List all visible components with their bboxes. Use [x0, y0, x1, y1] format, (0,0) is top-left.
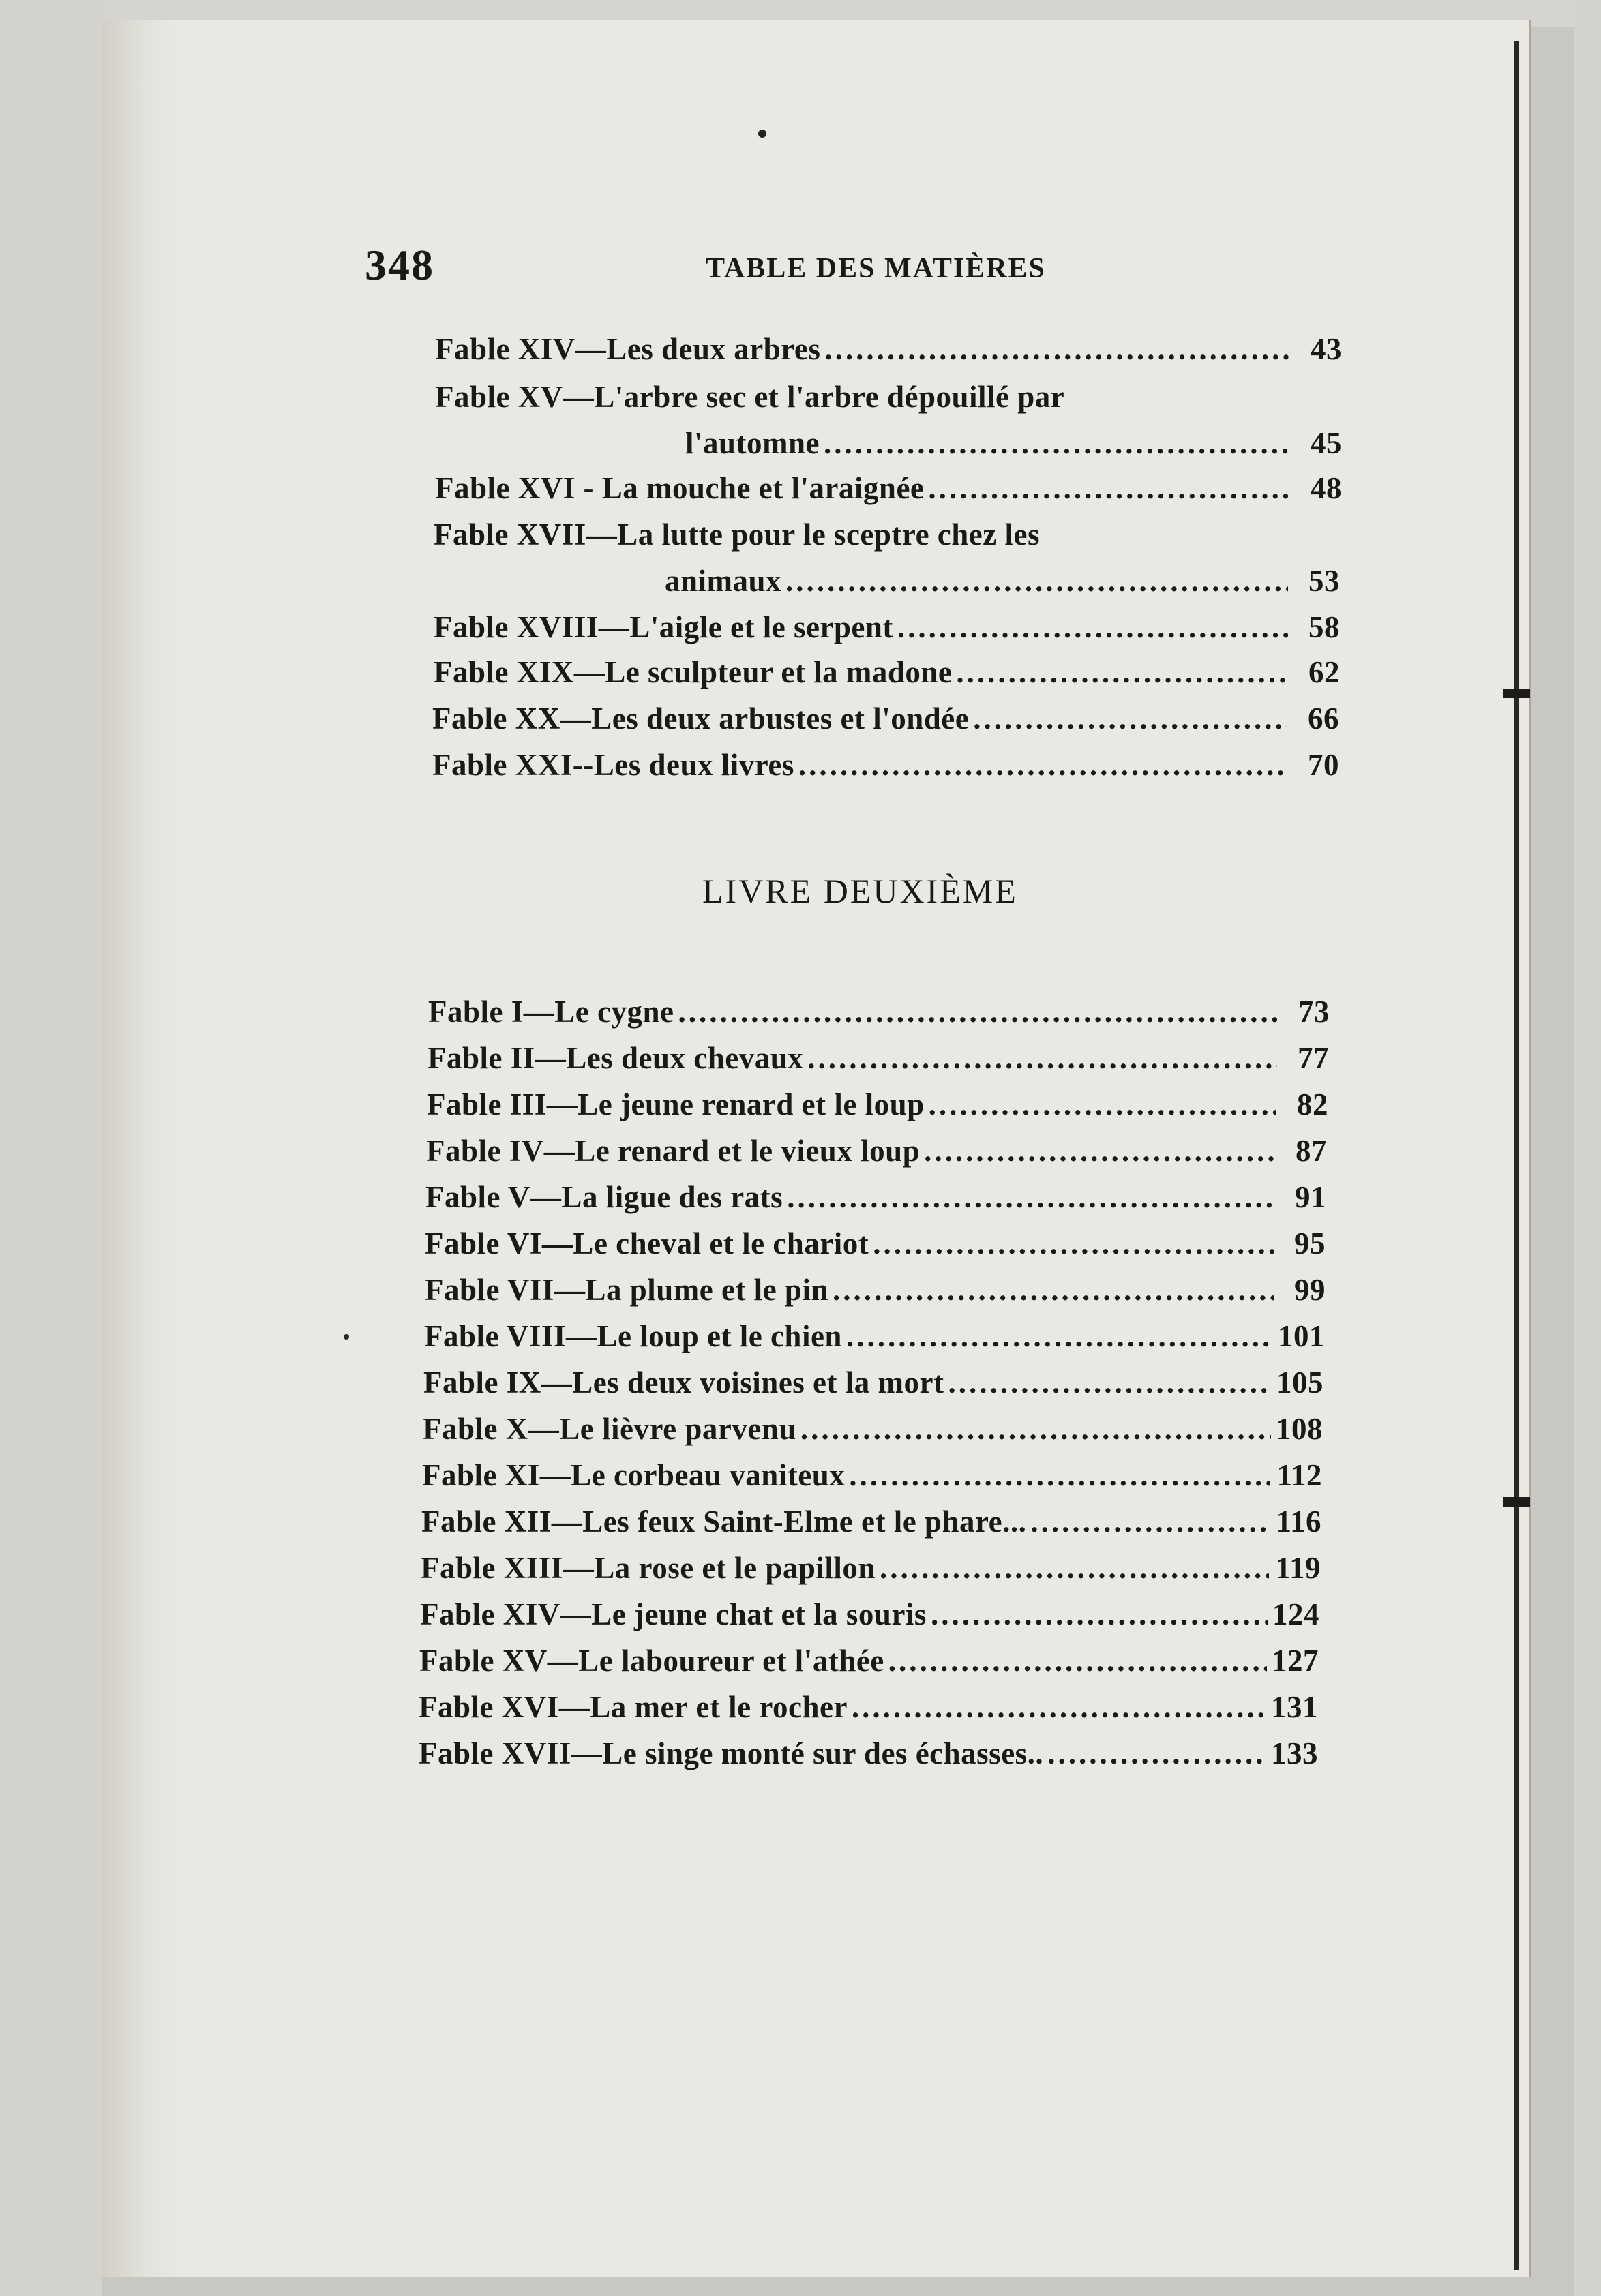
toc-entry: Fable X—Le lièvre parvenu ..... 108 — [423, 1411, 1323, 1447]
toc-entry: Fable VIII—Le loup et le chien ..... 101 — [424, 1318, 1325, 1354]
toc-entry: Fable XII—Les feux Saint-Elme et le phare... ..... 116 — [421, 1504, 1321, 1539]
toc-entry: Fable III—Le jeune renard et le loup ..... 82 — [427, 1087, 1328, 1122]
toc-entry-line: Fable XV—L'arbre sec et l'arbre dépouillé par — [435, 380, 1065, 414]
toc-entry: Fable XIX—Le sculpteur et la madone ..... 62 — [434, 654, 1340, 690]
toc-entry: Fable XVIII—L'aigle et le serpent ..... 58 — [434, 609, 1340, 645]
toc-entry: Fable XV—Le laboureur et l'athée ..... 127 — [419, 1643, 1319, 1678]
section-heading: LIVRE DEUXIÈME — [702, 872, 1018, 910]
toc-entry: animaux ..... 53 — [665, 563, 1340, 599]
toc-entry: Fable XIII—La rose et le papillon ..... 119 — [421, 1550, 1321, 1586]
page-title: TABLE DES MATIÈRES — [706, 253, 1046, 284]
binding-mark — [1503, 1497, 1530, 1507]
toc-entry: Fable IV—Le renard et le vieux loup ..... 87 — [426, 1133, 1327, 1168]
toc-entry: Fable XVI - La mouche et l'araignée ..... 48 — [435, 470, 1342, 506]
toc-entry: Fable XX—Les deux arbustes et l'ondée ..... 66 — [432, 701, 1339, 736]
toc-entry: Fable XXI--Les deux livres ..... 70 — [432, 747, 1339, 783]
binding-mark — [1503, 689, 1530, 698]
ink-dot — [758, 130, 766, 138]
scan-background-left — [0, 0, 102, 2296]
page-edge-shadow — [102, 20, 177, 2277]
toc-entry: Fable II—Les deux chevaux ..... 77 — [428, 1040, 1329, 1076]
scan-background-right — [1574, 0, 1601, 2296]
binding-spine — [1514, 41, 1519, 2270]
toc-entry: Fable IX—Les deux voisines et la mort ..... 105 — [423, 1365, 1323, 1400]
toc-entry: Fable V—La ligue des rats ..... 91 — [425, 1179, 1326, 1215]
toc-entry: Fable XVI—La mer et le rocher ..... 131 — [419, 1689, 1318, 1725]
toc-entry: Fable VI—Le cheval et le chariot ..... 95 — [425, 1226, 1326, 1261]
toc-entry-line: Fable XVII—La lutte pour le sceptre chez les — [434, 517, 1040, 552]
toc-entry: Fable XVII—Le singe monté sur des échasses.. ..... 133 — [419, 1736, 1318, 1771]
toc-entry: l'automne ..... 45 — [685, 425, 1342, 461]
toc-entry: Fable VII—La plume et le pin ..... 99 — [425, 1272, 1326, 1308]
toc-entry: Fable XIV—Les deux arbres ..... 43 — [435, 331, 1342, 367]
page-number: 348 — [365, 241, 434, 289]
toc-entry: Fable XIV—Le jeune chat et la souris ..... 124 — [420, 1597, 1319, 1632]
toc-entry: Fable XI—Le corbeau vaniteux ..... 112 — [422, 1457, 1322, 1493]
toc-entry: Fable I—Le cygne ..... 73 — [428, 994, 1330, 1029]
ink-dot — [344, 1334, 349, 1340]
